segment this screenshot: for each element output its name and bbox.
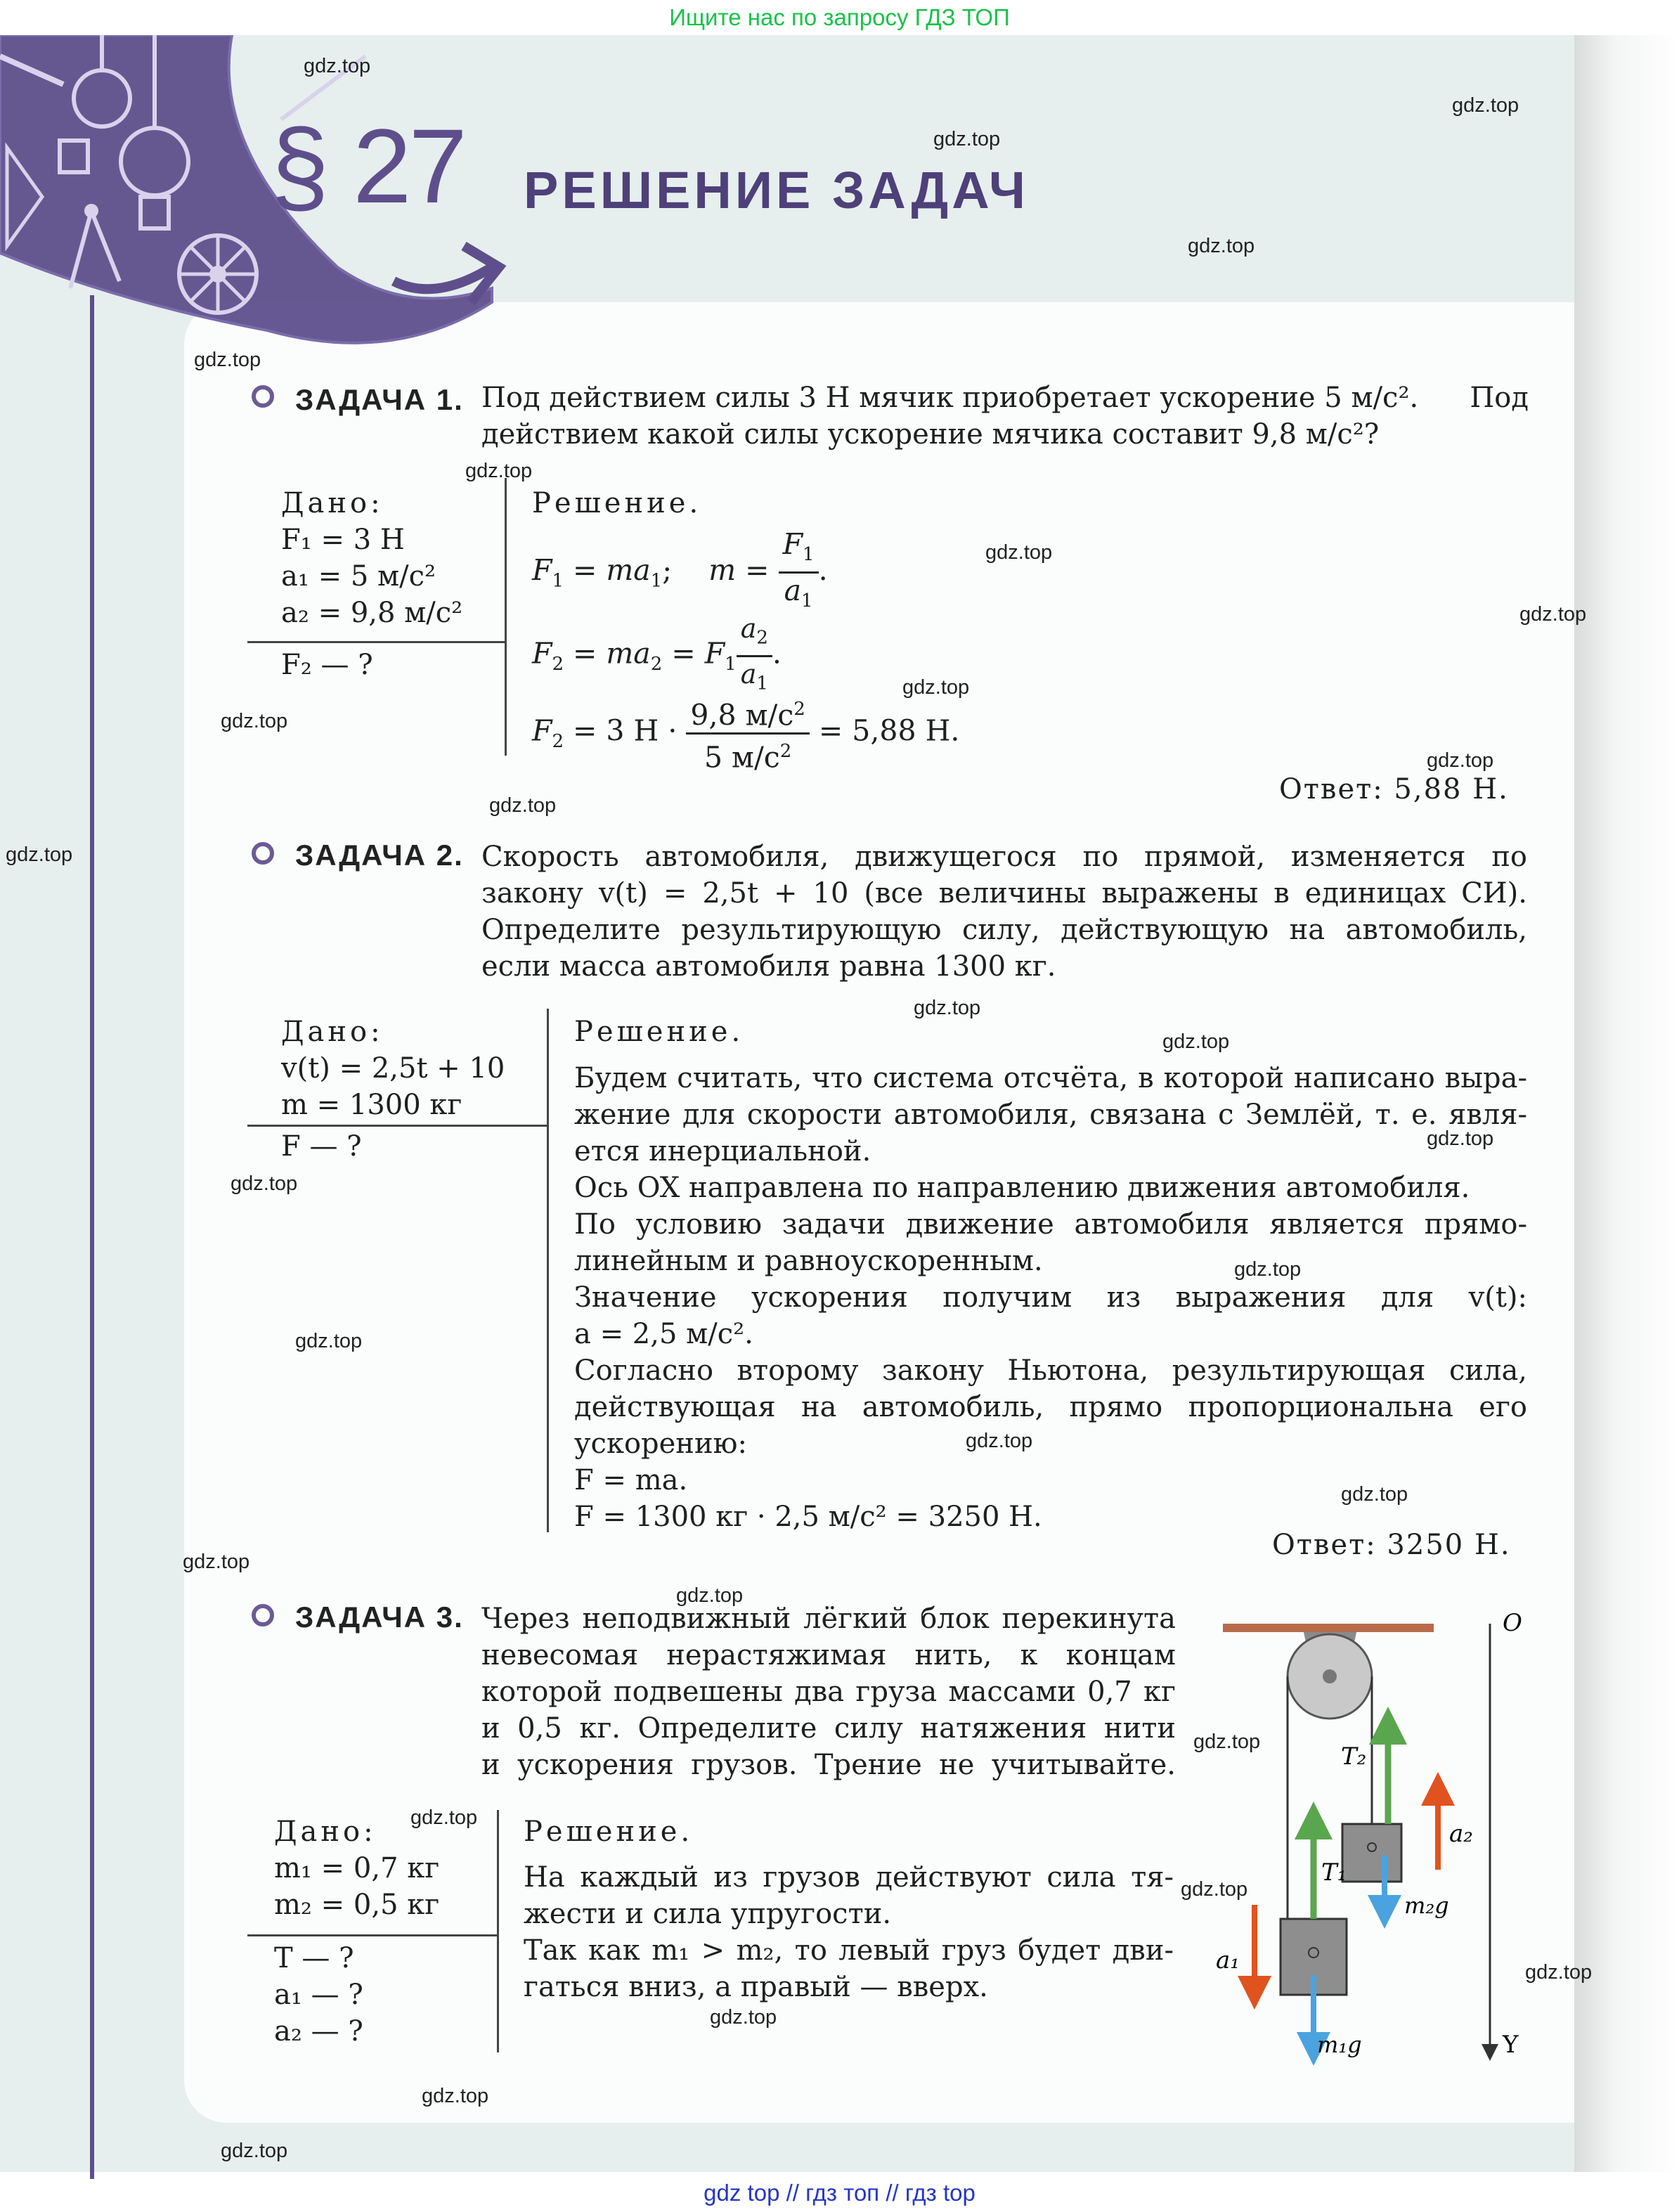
task1-formula-1: $F_1 = ma_1$; m = $\frac{F_1}{a_1}$ . — [532, 527, 828, 612]
watermark[interactable]: gdz.top — [1525, 1961, 1593, 1984]
solution-line: ется инерциальной. — [574, 1135, 871, 1168]
task1-solution-title: Решение. — [532, 487, 702, 519]
given-item: m = 1300 кг — [281, 1089, 462, 1121]
given-divider — [247, 1934, 499, 1936]
watermark[interactable]: gdz.top — [295, 1330, 363, 1352]
given-separator — [497, 1810, 499, 2052]
solution-line: гаться вниз, а правый — вверх. — [524, 1971, 988, 2003]
watermark[interactable]: gdz.top — [1181, 1878, 1248, 1901]
given-separator — [505, 478, 507, 756]
watermark[interactable]: gdz.top — [221, 2140, 288, 2162]
task1-answer: Ответ: 5,88 Н. — [1279, 773, 1509, 806]
task2-given — [281, 1014, 505, 1123]
watermark[interactable]: gdz.top — [1427, 749, 1494, 772]
task3-find — [274, 1940, 363, 2050]
task3-solution-title: Решение. — [524, 1816, 694, 1848]
solution-line: По условию задачи движение автомобиля является прямо- — [574, 1208, 1527, 1241]
pulley-figure — [1181, 1610, 1546, 2088]
task3-bullet-icon — [252, 1604, 274, 1626]
task2-line: если масса автомобиля равна 1300 кг. — [481, 950, 1056, 983]
given-title: Дано: — [281, 487, 384, 519]
m1g-label: m₁g — [1317, 2031, 1362, 2058]
footer-links[interactable]: gdz top // гдз топ // гдз top — [704, 2180, 975, 2206]
task3-solution — [524, 1859, 1174, 2005]
task3-line: Через неподвижный лёгкий блок перекинута — [481, 1603, 1176, 1635]
top-banner[interactable]: Ищите нас по запросу ГДЗ ТОП — [669, 4, 1010, 30]
page-title: РЕШЕНИЕ ЗАДАЧ — [524, 161, 1030, 219]
task1-formula-2: $F_2 = ma_2 = F_1$ $\frac{a_2}{a_1}$ . — [532, 613, 782, 694]
solution-line: ускорению: — [574, 1428, 747, 1460]
find-item: a₂ — ? — [274, 2015, 363, 2048]
find-item: T — ? — [274, 1942, 354, 1974]
watermark[interactable]: gdz.top — [1162, 1030, 1230, 1053]
solution-line: F = 1300 кг · 2,5 м/с² = 3250 Н. — [574, 1501, 1042, 1533]
task1-formula-3: $F_2 = 3$ Н · $\frac{9,8 м/с^2}{5 м/с^2}$ = 5,88 Н. — [532, 692, 959, 774]
solution-line: Значение ускорения получим из выражения для v(t): — [574, 1281, 1527, 1314]
given-item: m₂ = 0,5 кг — [274, 1889, 440, 1921]
m2g-label: m₂g — [1404, 1892, 1449, 1919]
task2-line: закону v(t) = 2,5t + 10 (все величины выражены в единицах СИ). — [481, 877, 1527, 910]
given-item: m₁ = 0,7 кг — [274, 1852, 440, 1884]
given-title: Дано: — [274, 1816, 377, 1848]
task3-label: ЗАДАЧА 3. — [295, 1600, 464, 1634]
task1-given — [281, 485, 462, 631]
watermark[interactable]: gdz.top — [710, 2006, 777, 2029]
solution-line: линейным и равноускоренным. — [574, 1245, 1043, 1277]
t1-label: T₁ — [1321, 1858, 1347, 1887]
task2-bullet-icon — [252, 842, 274, 865]
task2-line: Определите результирующую силу, действующую на автомобиль, — [481, 914, 1527, 946]
task3-line: и ускорения грузов. Трение не учитывайте. — [481, 1749, 1176, 1781]
given-title: Дано: — [281, 1016, 384, 1048]
given-separator — [547, 1009, 549, 1532]
ceiling — [1223, 1624, 1434, 1632]
watermark[interactable]: gdz.top — [489, 794, 557, 817]
axis-origin-label: O — [1503, 1610, 1522, 1637]
solution-line: Ось OX направлена по направлению движения автомобиля. — [574, 1172, 1470, 1204]
watermark[interactable]: gdz.top — [465, 460, 533, 482]
solution-line: жение для скорости автомобиля, связана с Землёй, т. е. явля- — [574, 1099, 1527, 1131]
watermark[interactable]: gdz.top — [966, 1430, 1033, 1452]
task1-line2: действием какой силы ускорение мячика составит 9,8 м/с²? — [481, 418, 1380, 451]
given-item: v(t) = 2,5t + 10 — [281, 1052, 505, 1085]
given-divider — [247, 641, 506, 643]
watermark[interactable]: gdz.top — [422, 2085, 489, 2107]
watermark[interactable]: gdz.top — [194, 349, 261, 371]
watermark[interactable]: gdz.top — [183, 1551, 250, 1573]
watermark[interactable]: gdz.top — [1193, 1731, 1261, 1753]
watermark[interactable]: gdz.top — [231, 1172, 298, 1195]
weight-2 — [1342, 1824, 1401, 1882]
task2-answer: Ответ: 3250 Н. — [1272, 1529, 1511, 1561]
watermark[interactable]: gdz.top — [933, 128, 1001, 150]
axis-y-label: Y — [1503, 2031, 1519, 2059]
solution-line: a = 2,5 м/с². — [574, 1318, 753, 1350]
a2-label: a₂ — [1449, 1820, 1473, 1848]
task3-line: невесомая нерастяжимая нить, к концам — [481, 1639, 1176, 1671]
given-divider — [247, 1125, 548, 1127]
task2-label: ЗАДАЧА 2. — [295, 839, 464, 872]
solution-line: действующая на автомобиль, прямо пропорциональна его — [574, 1391, 1527, 1423]
watermark[interactable]: gdz.top — [676, 1584, 744, 1607]
find-item: a₁ — ? — [274, 1979, 363, 2011]
task1-bullet-icon — [252, 385, 274, 408]
solution-line: Будем считать, что система отсчёта, в которой написано выра- — [574, 1062, 1527, 1094]
solution-line: жести и сила упругости. — [524, 1898, 892, 1930]
watermark[interactable]: gdz.top — [1341, 1483, 1408, 1506]
task3-given — [274, 1813, 439, 1923]
given-item: F₁ = 3 Н — [281, 524, 405, 556]
solution-line: Согласно второму закону Ньютона, результирующая сила, — [574, 1354, 1527, 1387]
task2-find: F — ? — [281, 1130, 362, 1163]
task1-find: F₂ — ? — [281, 649, 373, 681]
watermark[interactable]: gdz.top — [902, 676, 970, 699]
watermark[interactable]: gdz.top — [985, 541, 1053, 564]
margin-line — [90, 295, 94, 2179]
header-decoration — [0, 35, 534, 429]
t2-label: T₂ — [1341, 1742, 1367, 1771]
watermark[interactable]: gdz.top — [914, 997, 981, 1019]
watermark[interactable]: gdz.top — [6, 843, 73, 866]
task2-solution — [574, 1060, 1527, 1535]
watermark[interactable]: gdz.top — [1234, 1258, 1302, 1281]
solution-line: F = ma. — [574, 1464, 688, 1496]
task3-line: и 0,5 кг. Определите силу натяжения нити — [481, 1712, 1176, 1745]
task2-line: Скорость автомобиля, движущегося по прямой, изменяется по — [481, 841, 1527, 873]
task1-line1: Под действием силы 3 Н мячик приобретает ускорение 5 м/с². — [481, 382, 1419, 414]
a1-label: a₁ — [1216, 1946, 1240, 1974]
paragraph-number: § 27 — [271, 107, 465, 225]
given-item: a₁ = 5 м/с² — [281, 560, 436, 593]
watermark[interactable]: gdz.top — [221, 710, 288, 732]
given-item: a₂ = 9,8 м/с² — [281, 597, 463, 629]
watermark[interactable]: gdz.top — [1519, 603, 1587, 626]
pulley-axle — [1323, 1669, 1337, 1683]
watermark[interactable]: gdz.top — [410, 1806, 478, 1829]
solution-line: На каждый из грузов действуют сила тя- — [524, 1861, 1174, 1894]
watermark[interactable]: gdz.top — [1188, 235, 1255, 257]
watermark[interactable]: gdz.top — [1427, 1127, 1494, 1150]
task3-line: которой подвешены два груза массами 0,7 кг — [481, 1676, 1176, 1708]
watermark[interactable]: gdz.top — [304, 55, 371, 77]
watermark[interactable]: gdz.top — [1452, 94, 1519, 117]
task1-line1-end: Под — [1470, 382, 1529, 414]
solution-line: Так как m₁ > m₂, то левый груз будет дви- — [524, 1934, 1174, 1967]
task1-label: ЗАДАЧА 1. — [295, 383, 464, 416]
task2-solution-title: Решение. — [574, 1016, 744, 1048]
page-edge-shade — [1574, 35, 1679, 2172]
